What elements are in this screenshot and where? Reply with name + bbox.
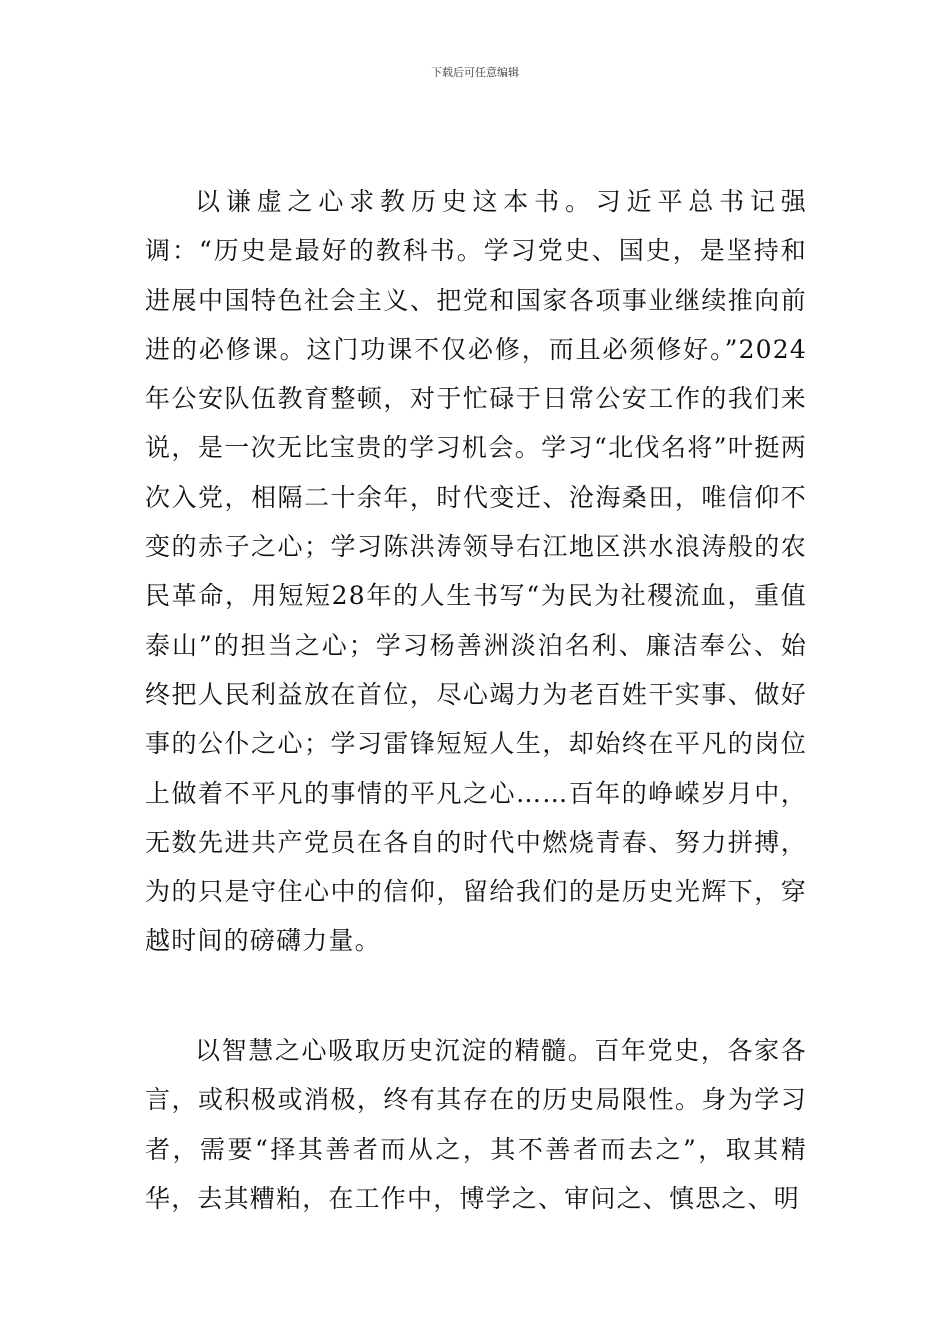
body-paragraph-2: 以智慧之心吸取历史沉淀的精髓。百年党史，各家各言，或积极或消极，终有其存在的历史局限性。身为学习者，需要“择其善者而从之，其不善者而去之”，取其精华，去其糟粕，在工作中，博学之、审问之、慎思之、明 xyxy=(145,1036,807,1213)
header-note: 下载后可任意编辑 xyxy=(431,66,519,79)
body-paragraph-1: 以谦虚之心求教历史这本书。习近平总书记强调：“历史是最好的教科书。学习党史、国史，是坚持和进展中国特色社会主义、把党和国家各项事业继续推向前进的必修课。这门功课不仅必修，而且必须修好。”2024年公安队伍教育整顿，对于忙碌于日常公安工作的我们来说，是一次无比宝贵的学习机会。学习“北伐名将”叶挺两次入党，相隔二十余年，时代变迁、沧海桑田，唯信仰不变的赤子之心；学习陈洪涛领导右江地区洪水浪涛般的农民革命，用短短28年的人生书写“为民为社稷流血，重值泰山”的担当之心；学习杨善洲淡泊名利、廉洁奉公、始终把人民利益放在首位，尽心竭力为老百姓干实事、做好事的公仆之心；学习雷锋短短人生，却始终在平凡的岗位上做着不平凡的事情的平凡之心……百年的峥嵘岁月中，无数先进共产党员在各自的时代中燃烧青春、努力拼搏，为的只是守住心中的信仰，留给我们的是历史光辉下，穿越时间的磅礴力量。 xyxy=(145,187,807,956)
